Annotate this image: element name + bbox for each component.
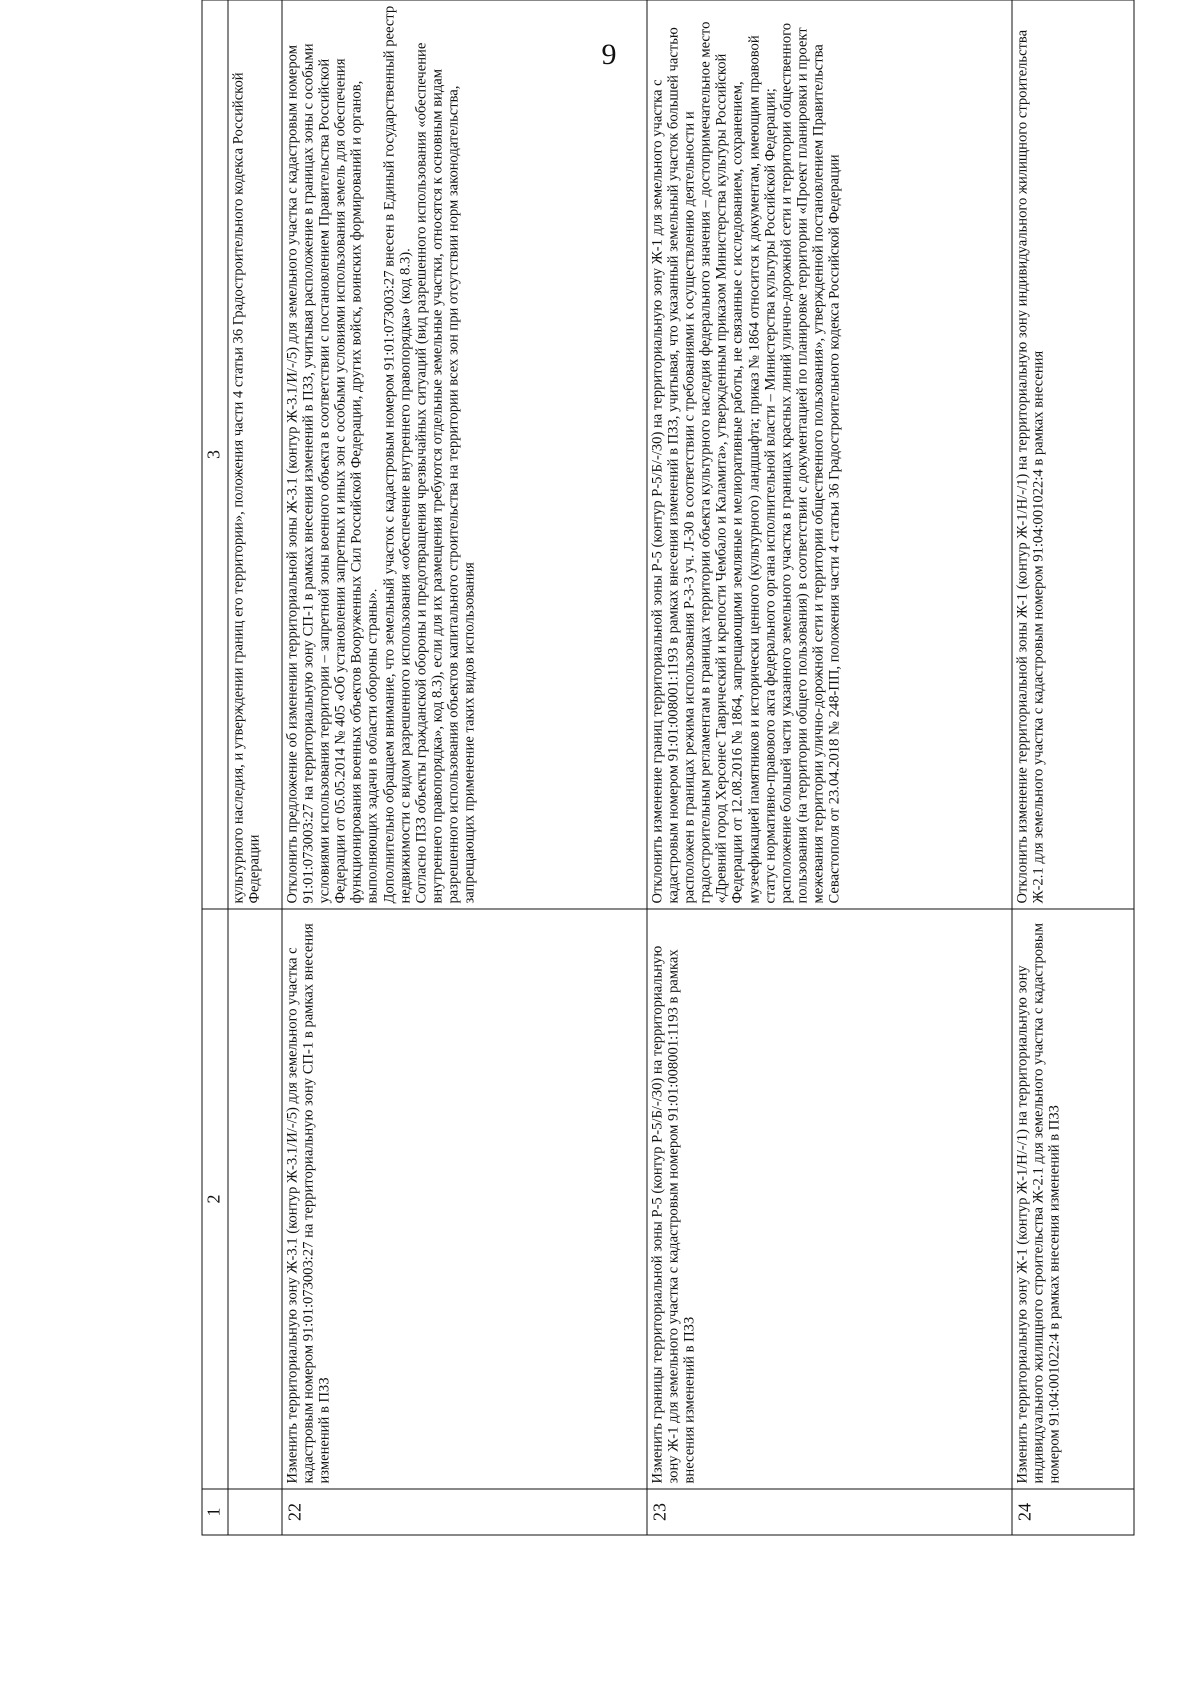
row-number: 23 xyxy=(647,1489,1012,1535)
continuation-number-cell xyxy=(228,1489,282,1535)
continuation-decision-cell: культурного наследия, и утверждении границ его территории», положения части 4 статьи 36 Градостроительного кодекса Российской Федерации xyxy=(228,0,282,909)
column-header-decision: 3 xyxy=(202,0,228,909)
continuation-proposal-cell xyxy=(228,909,282,1489)
column-header-number: 1 xyxy=(202,1489,228,1535)
page-number: 9 xyxy=(601,38,617,71)
table-row-continuation xyxy=(228,0,282,1535)
table-row xyxy=(1012,0,1134,1535)
decision-cell: Отклонить изменение границ территориальной зоны Р-5 (контур Р-5/Б/-/30) на территориальную зону Ж-1 для земельного участка с кадастровым номером 91:01:008001:1193 в рамках внесения изменений в ПЗЗ, учитывая, что указанный земельный участок большей частью расположен в границах режима использования Р-3-3 уч. Л-30 в соответствии с требованиями к осуществлению деятельности и градостроительным регламентам в границах территории объекта культурного наследия федерального значения – достопримечательное место «Древний город Херсонес Таврический и крепости Чембало и Каламита», утвержденным приказом Министерства культуры Российской Федерации от 12.08.2016 № 1864, запрещающими земляные и мелиоративные работы, не связанные с исследованием, сохранением, музеефикацией памятников и историчeски ценного (культурного) ландшафта; приказ № 1864 относится к документам, имеющим правовой статус нормативно-правового акта федерального органа исполнительной власти – Министерства культуры Российской Федерации; расположение большей части указанного земельного участка в границах красных линий улично-дорожной сети и территории общественного пользования (на территории общего пользования) в соответствии с документацией по планировке территории «Проект планировки и проект межевания территории улично-дорожной сети и территории общественного пользования», утвержденной постановлением Правительства Севастополя от 23.04.2018 № 248-ПП, положения части 4 статьи 36 Градостроительного кодекса Российской Федерации xyxy=(647,0,1012,909)
table-row xyxy=(647,0,1012,1535)
decisions-table xyxy=(202,0,1135,1536)
proposal-cell: Изменить границы территориальной зоны Р-5 (контур Р-5/Б/-/30) на территориальную зону Ж-1 для земельного участка с кадастровым номером 91:01:008001:1193 в рамках внесения изменений в ПЗЗ xyxy=(647,909,1012,1489)
table-row xyxy=(282,0,647,1535)
row-number: 24 xyxy=(1012,1489,1134,1535)
column-header-proposal: 2 xyxy=(202,909,228,1489)
proposal-cell: Изменить территориальную зону Ж-3.1 (контур Ж-3.1/И/-/5) для земельного участка с кадастровым номером 91:01:073003:27 на территориальную зону СП-1 в рамках внесения изменений в ПЗЗ xyxy=(282,909,647,1489)
row-number: 22 xyxy=(282,1489,647,1535)
table-header-row xyxy=(202,0,228,1535)
decisions-table-rotated xyxy=(202,1,1134,1536)
decision-cell: Отклонить изменение территориальной зоны Ж-1 (контур Ж-1/Н/-/1) на территориальную зону индивидуального жилищного строительства Ж-2.1 для земельного участка с кадастровым номером 91:04:001022:4 в рамках внесения xyxy=(1012,0,1134,909)
proposal-cell: Изменить территориальную зону Ж-1 (контур Ж-1/Н/-/1) на территориальную зону индивидуального жилищного строительства Ж-2.1 для земельного участка с кадастровым номером 91:04:001022:4 в рамках внесения изменений в ПЗЗ xyxy=(1012,909,1134,1489)
decision-cell: Отклонить предложение об изменении территориальной зоны Ж-3.1 (контур Ж-3.1/И/-/5) для земельного участка с кадастровым номером 91:01:073003:27 на территориальную зону СП-1 в рамках внесения изменений в ПЗЗ, учитывая расположение в границах зоны с особыми условиями использования территории – запретной зоны военного объекта в соответствии с постановлением Правительства Российской Федерации от 05.05.2014 № 405 «Об установлении запретных и иных зон с особыми условиями использования земель для обеспечения функционирования военных объектов Вооруженных Сил Российской Федерации, других войск, воинских формирований и органов, выполняющих задачи в области обороны страны». Дополнительно обращаем внимание, что земельный участок с кадастровым номером 91:01:073003:27 внесен в Единый государственный реестр недвижимости с видом разрешенного использования «обеспечение внутреннего правопорядка» (код 8.3). Согласно ПЗЗ объекты гражданской обороны и предотвращения чрезвычайных ситуаций (вид разрешенного использования «обеспечение внутреннего правопорядка», код 8.3), если для их размещения требуются отдельные земельные участки, относятся к основным видам разрешенного использования объектов капитального строительства на территории всех зон при отсутствии норм законодательства, запрещающих применение таких видов использования xyxy=(282,0,647,909)
